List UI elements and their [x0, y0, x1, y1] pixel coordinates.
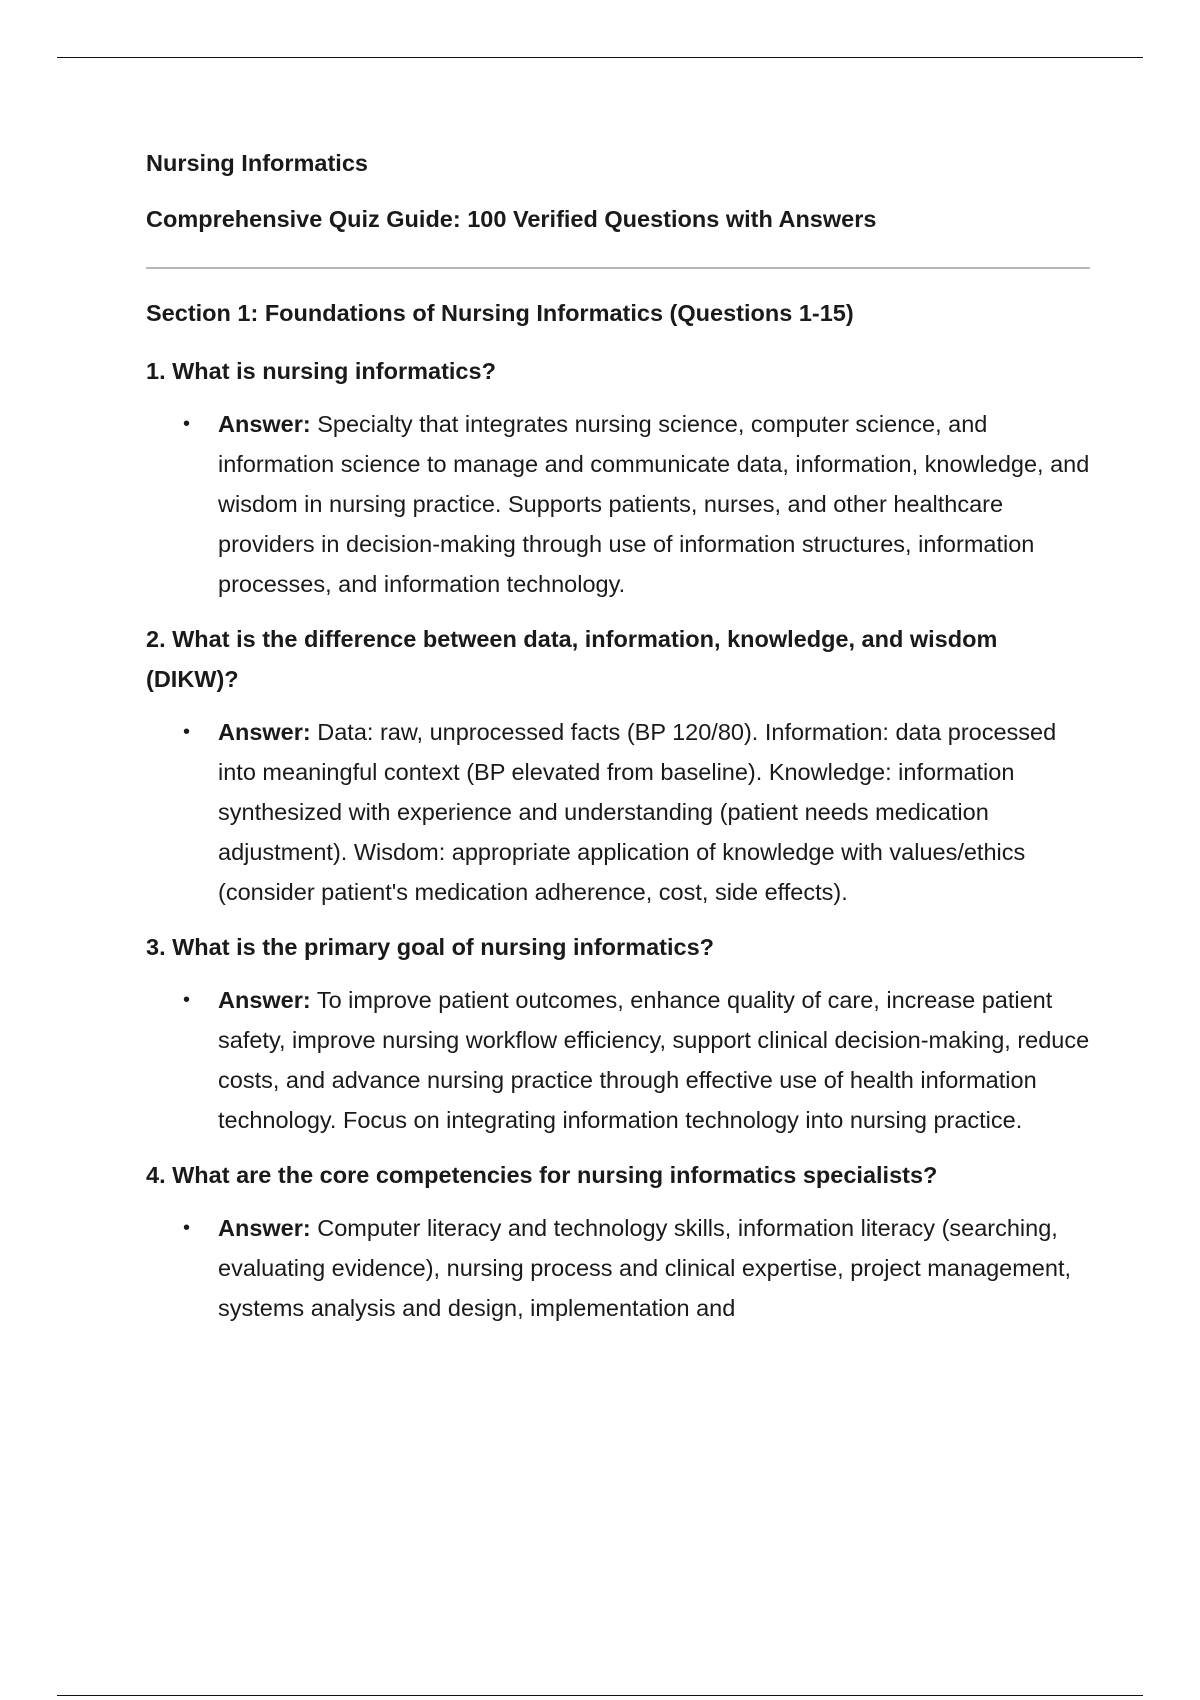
answer-1 [146, 404, 1091, 604]
answer-text: To improve patient outcomes, enhance quality of care, increase patient safety, improve nursing workflow efficiency, support clinical decision-making, reduce costs, and advance nursing practice through effective use of health information technology. Focus on integrating information technology into nursing practice. [218, 987, 1090, 1133]
answer-label: Answer: [218, 1215, 311, 1241]
bullet-icon: • [183, 413, 191, 435]
answer-text: Computer literacy and technology skills, information literacy (searching, evaluating evidence), nursing process and clinical expertise, project management, systems analysis and design, implementation and [218, 1215, 1071, 1321]
question-4: 4. What are the core competencies for nursing informatics specialists? [146, 1162, 938, 1188]
bottom-rule [57, 1695, 1143, 1696]
bullet-icon: • [183, 1217, 191, 1239]
answer-list-1 [146, 404, 1091, 604]
answer-text: Specialty that integrates nursing science, computer science, and information science to manage and communicate data, information, knowledge, and wisdom in nursing practice. Supports patients, nurses, and other healthcare providers in decision-making through use of information structures, information processes, and information technology. [218, 411, 1090, 597]
answer-list-3 [146, 980, 1091, 1140]
answer-text: Data: raw, unprocessed facts (BP 120/80). Information: data processed into meaningful context (BP elevated from baseline). Knowledge: information synthesized with experience and understanding (patient needs medication adjustment). Wisdom: appropriate application of knowledge with values/ethics (consider patient's medication adherence, cost, side effects). [218, 719, 1057, 905]
answer-label: Answer: [218, 719, 311, 745]
top-rule [57, 57, 1143, 58]
question-2: 2. What is the difference between data, information, knowledge, and wisdom (DIKW)? [146, 626, 998, 692]
horizontal-divider [146, 267, 1090, 269]
document-body [146, 145, 1091, 1343]
question-1: 1. What is nursing informatics? [146, 358, 496, 384]
document-subtitle: Comprehensive Quiz Guide: 100 Verified Questions with Answers [146, 206, 877, 232]
answer-2 [146, 712, 1091, 912]
answer-4 [146, 1208, 1091, 1328]
answer-list-2 [146, 712, 1091, 912]
question-3: 3. What is the primary goal of nursing informatics? [146, 934, 714, 960]
answer-list-4 [146, 1208, 1091, 1328]
document-title: Nursing Informatics [146, 150, 368, 176]
answer-label: Answer: [218, 987, 311, 1013]
bullet-icon: • [183, 989, 191, 1011]
answer-label: Answer: [218, 411, 311, 437]
bullet-icon: • [183, 721, 191, 743]
section-heading: Section 1: Foundations of Nursing Informatics (Questions 1-15) [146, 300, 854, 326]
answer-3 [146, 980, 1091, 1140]
